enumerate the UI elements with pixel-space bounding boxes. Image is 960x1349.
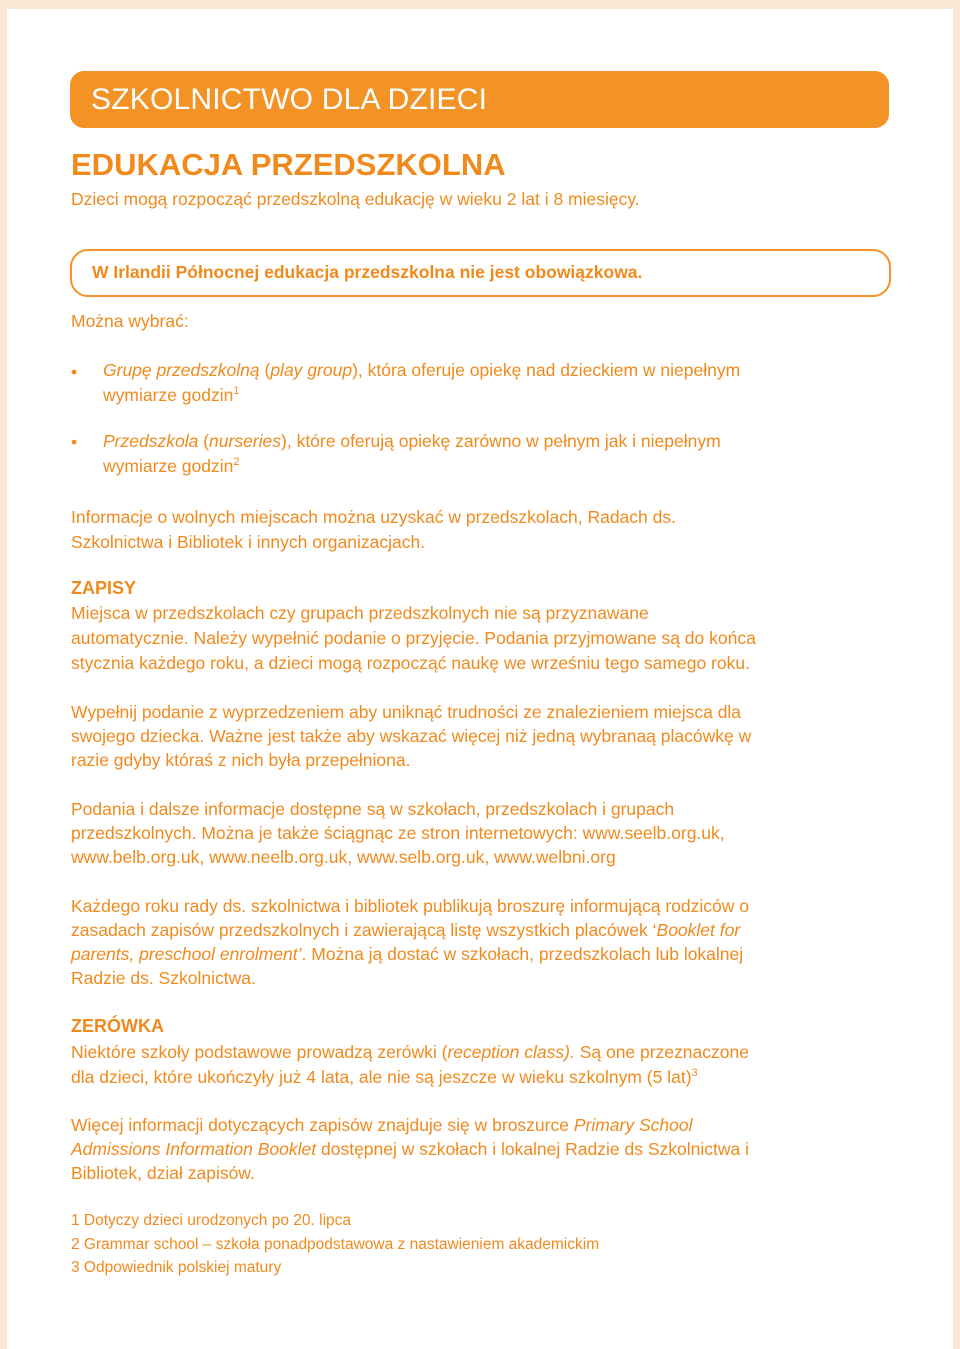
zerowka-line-2: dla dzieci, które ukończyły już 4 lata, ale nie są jeszcze w wieku szkolnym (5 lat)$^3$ xyxy=(71,1067,698,1087)
zapisy-p3-line-1: Podania i dalsze informacje dostępne są w szkołach, przedszkolach i grupach xyxy=(71,799,675,819)
zerowka-heading: ZERÓWKA xyxy=(71,1016,164,1036)
info-line-2: Szkolnictwa i Bibliotek i innych organizacjach. xyxy=(71,532,426,552)
zerowka-p2-line-2: Admissions Information Booklet dostępnej w szkołach i lokalnej Radzie ds Szkolnictwa i xyxy=(71,1139,749,1159)
bullet-2-line-2: wymiarze godzin$^2$ xyxy=(103,456,240,476)
zerowka-p2-line-3: Bibliotek, dział zapisów. xyxy=(71,1163,255,1183)
info-line-1: Informacje o wolnych miejscach można uzyskać w przedszkolach, Radach ds. xyxy=(71,507,676,527)
zapisy-p1-line-1: Miejsca w przedszkolach czy grupach przedszkolnych nie są przyznawane xyxy=(71,603,649,623)
zapisy-p3-line-2: przedszkolnych. Można je także ściągnąc ze stron internetowych: www.seelb.org.uk, xyxy=(71,823,725,843)
zapisy-p2-line-3: razie gdyby któraś z nich była przepełniona. xyxy=(71,750,411,770)
footnote-1: 1 Dotyczy dzieci urodzonych po 20. lipca xyxy=(71,1212,352,1229)
section-title: EDUKACJA PRZEDSZKOLNA xyxy=(71,147,506,182)
banner-title: SZKOLNICTWO DLA DZIECI xyxy=(91,83,488,116)
bullet-2-line-1: Przedszkola (nurseries), które oferują opiekę zarówno w pełnym jak i niepełnym xyxy=(103,431,721,451)
zapisy-p2-line-1: Wypełnij podanie z wyprzedzeniem aby uniknąć trudności ze znalezieniem miejsca dla xyxy=(71,702,742,722)
lead-text: Dzieci mogą rozpocząć przedszkolną edukację w wieku 2 lat i 8 miesięcy. xyxy=(71,189,640,209)
zapisy-p4-line-1: Każdego roku rady ds. szkolnictwa i bibliotek publikują broszurę informującą rodziców o xyxy=(71,896,749,916)
bullet-1-line-1: Grupę przedszkolną (play group), która oferuje opiekę nad dzieckiem w niepełnym xyxy=(103,360,741,380)
zapisy-p4-line-3: parents, preschool enrolment’. Można ją dostać w szkołach, przedszkolach lub lokalnej xyxy=(71,944,744,964)
zapisy-p4-line-2: zasadach zapisów przedszkolnych i zawierającą listę wszystkich placówek ‘Booklet for xyxy=(71,920,741,940)
bullet-1-line-2: wymiarze godzin$^1$ xyxy=(103,385,240,405)
callout-text: W Irlandii Północnej edukacja przedszkolna nie jest obowiązkowa. xyxy=(92,262,643,282)
zerowka-line-1: Niektóre szkoły podstawowe prowadzą zerówki (reception class). Są one przeznaczone xyxy=(71,1042,749,1062)
zapisy-p2-line-2: swojego dziecka. Ważne jest także aby wskazać więcej niż jedną wybranaą placówkę w xyxy=(71,726,752,746)
footnote-2: 2 Grammar school – szkoła ponadpodstawowa z nastawieniem akademickim xyxy=(71,1236,600,1253)
zapisy-p1-line-3: stycznia każdego roku, a dzieci mogą rozpocząć naukę we wrześniu tego samego roku. xyxy=(71,653,750,673)
zapisy-p1-line-2: automatycznie. Należy wypełnić podanie o przyjęcie. Podania przyjmowane są do końca xyxy=(71,628,756,648)
bullet-dot: • xyxy=(71,432,78,452)
footnote-3: 3 Odpowiednik polskiej matury xyxy=(71,1259,282,1276)
zerowka-p2-line-1: Więcej informacji dotyczących zapisów znajduje się w broszurce Primary School xyxy=(71,1115,693,1135)
callout-box xyxy=(70,249,891,297)
title-banner xyxy=(70,71,889,128)
zapisy-heading: ZAPISY xyxy=(71,578,137,598)
choose-label: Można wybrać: xyxy=(71,311,189,331)
bullet-dot: • xyxy=(71,362,78,382)
zapisy-p3-line-3: www.belb.org.uk, www.neelb.org.uk, www.selb.org.uk, www.welbni.org xyxy=(71,847,616,867)
zapisy-p4-line-4: Radzie ds. Szkolnictwa. xyxy=(71,968,256,988)
